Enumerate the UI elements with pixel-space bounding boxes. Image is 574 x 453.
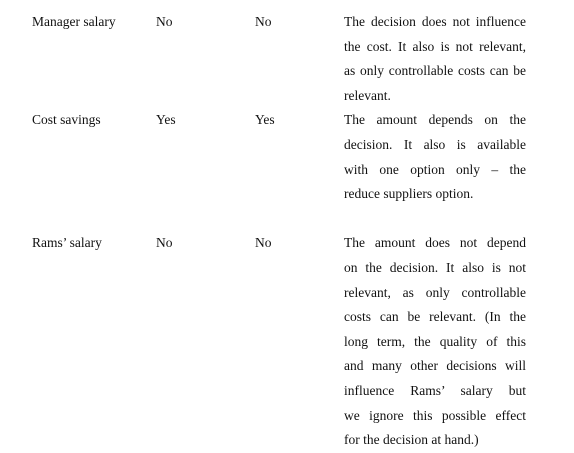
explanation-line: we ignore this possible effect — [344, 407, 526, 423]
explanation-line: with one option only – the — [344, 161, 526, 177]
col2-value: No — [156, 14, 173, 29]
explanation-line: The amount does not depend — [344, 235, 526, 251]
explanation-line: on the decision. It also is not — [344, 259, 526, 275]
relevance-table — [0, 10, 574, 453]
explanation-line: long term, the quality of this — [344, 333, 526, 349]
item-name: Cost savings — [32, 112, 101, 128]
explanation — [344, 231, 526, 452]
col3-value: No — [255, 235, 272, 251]
item-name: Rams’ salary — [32, 235, 102, 251]
explanation-line: The amount depends on the — [344, 112, 526, 128]
explanation-line: for the decision at hand.) — [344, 432, 479, 448]
explanation-line: decision. It also is available — [344, 136, 526, 152]
explanation-line: reduce suppliers option. — [344, 186, 474, 202]
col3-value: Yes — [255, 112, 275, 128]
explanation-line: relevant, as only controllable — [344, 284, 526, 300]
table-row-rams-salary — [0, 231, 574, 452]
explanation — [344, 10, 526, 108]
explanation-line: influence Rams’ salary but — [344, 382, 526, 398]
table-row-cost-savings — [0, 108, 574, 231]
explanation-line: and many other decisions will — [344, 358, 526, 374]
explanation-line: the cost. It also is not relevant, — [344, 38, 526, 54]
item-name: Manager salary — [32, 14, 116, 29]
explanation — [344, 108, 526, 206]
table-row-manager-salary — [0, 10, 574, 108]
explanation-line: costs can be relevant. (In the — [344, 309, 526, 325]
col2-value: No — [156, 235, 173, 251]
col2-value: Yes — [156, 112, 176, 128]
explanation-line: relevant. — [344, 87, 391, 103]
explanation-line: as only controllable costs can be — [344, 63, 526, 79]
col3-value: No — [255, 14, 272, 29]
explanation-line: The decision does not influence — [344, 14, 526, 29]
